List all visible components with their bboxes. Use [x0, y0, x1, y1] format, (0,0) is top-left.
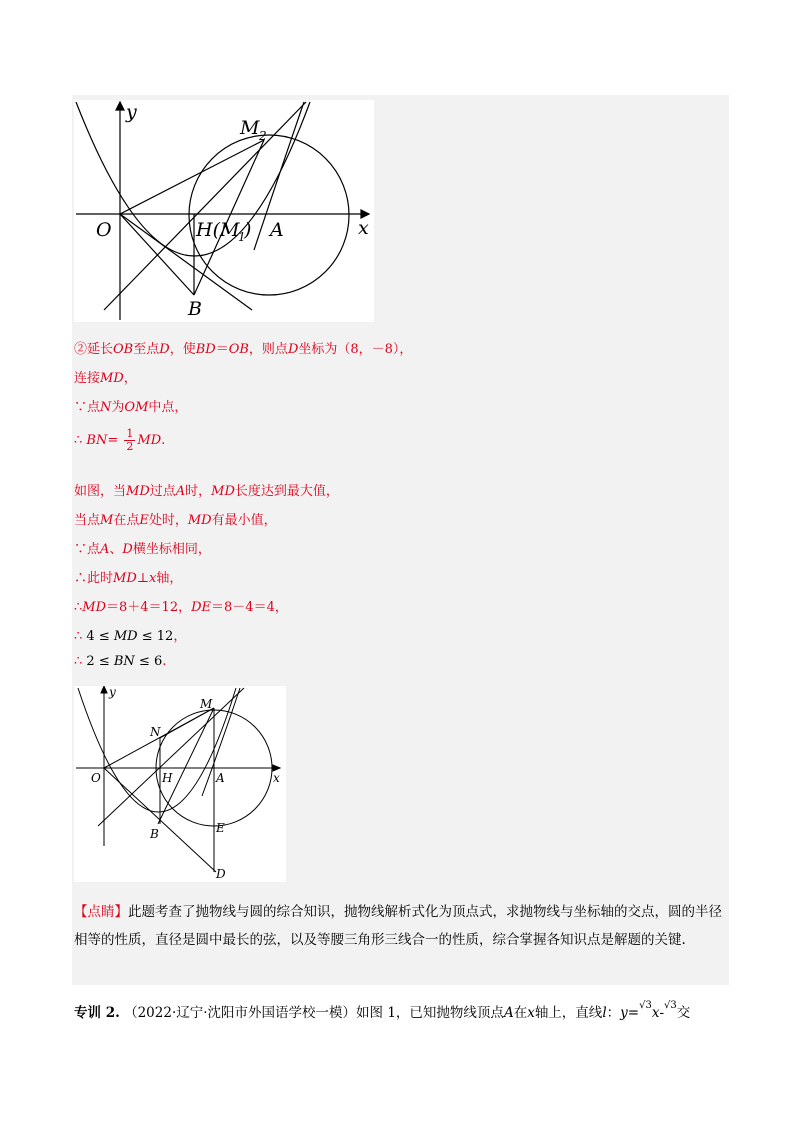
var: MD	[126, 484, 150, 499]
var: BN	[113, 654, 135, 669]
fraction-one-half	[124, 428, 135, 453]
text: ＝8－4＝4，	[211, 600, 288, 615]
var: D	[122, 542, 133, 557]
solution-line-1	[74, 338, 412, 357]
text: -	[659, 1005, 665, 1021]
solution-line-6	[74, 509, 277, 528]
var: MD	[113, 571, 137, 586]
var: MD	[211, 484, 235, 499]
label-a: A	[270, 219, 284, 241]
text: ∵点	[74, 542, 101, 557]
var: A	[100, 542, 110, 557]
figure-1	[74, 100, 374, 322]
y-axis-arrow	[116, 102, 124, 110]
text: 至点	[133, 342, 160, 357]
sqrt-3: √3	[639, 1000, 652, 1011]
text: ∴	[74, 654, 83, 669]
var: x	[148, 571, 157, 586]
label-y: y	[126, 101, 137, 123]
solution-line-11	[74, 654, 166, 669]
next-problem	[74, 1001, 690, 1021]
comment-paragraph	[74, 898, 726, 954]
text: 横坐标相同，	[132, 542, 211, 557]
var: D	[159, 342, 170, 357]
parabola-1	[78, 688, 236, 812]
circle	[189, 135, 349, 295]
text: 中点，	[148, 400, 188, 415]
label-a: A	[216, 771, 225, 785]
text: ＝8＋4＝12，	[106, 600, 192, 615]
text: ∴此时	[74, 571, 114, 586]
denominator: 2	[126, 440, 134, 453]
label-o: O	[91, 771, 101, 785]
text: ∴	[74, 433, 83, 448]
var: BD	[195, 342, 216, 357]
text: 交	[676, 1005, 691, 1021]
label-o: O	[96, 219, 112, 241]
problem-source: （2022·辽宁·沈阳市外国语学校一模）	[124, 1005, 357, 1021]
text: 当点	[74, 513, 101, 528]
label-y: y	[109, 686, 116, 699]
text: ，使	[169, 342, 196, 357]
text: 轴，	[156, 571, 183, 586]
figure-2-diagram	[74, 686, 286, 882]
var: x	[651, 1005, 660, 1021]
text: ②延长	[74, 342, 114, 357]
solution-line-4	[74, 428, 165, 453]
var: A	[175, 484, 186, 499]
figure-2	[74, 686, 286, 882]
solution-line-2	[74, 367, 137, 386]
problem-label: 专训 2.	[74, 1005, 120, 1021]
line-b-m2	[194, 140, 264, 295]
line-o-m2	[120, 140, 264, 214]
var: BN	[86, 433, 108, 448]
var: MD	[137, 433, 162, 448]
var: N	[100, 400, 112, 415]
label-h-sub: 1	[238, 230, 246, 244]
var: OB	[228, 342, 249, 357]
label-d: D	[216, 867, 226, 881]
text: 处时，	[148, 513, 188, 528]
solution-line-10	[74, 625, 186, 644]
var: MD	[100, 371, 124, 386]
text: ∴	[74, 629, 83, 644]
text: 、	[109, 542, 123, 557]
text: ∴	[74, 600, 83, 615]
line-l	[98, 688, 244, 826]
text: 在	[513, 1005, 528, 1021]
sqrt-3: √3	[664, 1000, 677, 1011]
label-m2-sub: 2	[259, 129, 267, 143]
text: 4 ≤	[86, 629, 110, 644]
label-e: E	[216, 821, 225, 835]
text: ∵点	[74, 400, 101, 415]
solution-line-5	[74, 480, 339, 499]
var: MD	[113, 629, 138, 644]
text: ≤ 6	[138, 654, 163, 669]
text: 在点	[113, 513, 140, 528]
var: D	[287, 342, 299, 357]
label-n: N	[150, 725, 161, 739]
label-b: B	[188, 298, 202, 320]
text: ：	[606, 1005, 621, 1021]
y-axis-arrow	[101, 686, 107, 693]
label-h-close: )	[244, 219, 252, 241]
text: .	[162, 654, 167, 669]
text: 连接	[74, 371, 101, 386]
text: 过点	[149, 484, 176, 499]
solution-line-7	[74, 538, 211, 557]
line-m-n	[160, 708, 214, 738]
solution-line-9	[74, 596, 288, 615]
text: =	[627, 1005, 640, 1021]
label-b: B	[150, 827, 159, 841]
solution-line-8	[74, 567, 182, 586]
text: ，	[123, 371, 137, 386]
var: OB	[113, 342, 134, 357]
text: 轴上，直线	[534, 1005, 603, 1021]
text: ＝	[215, 342, 229, 357]
var: y	[620, 1005, 628, 1021]
comment-tag: 【点睛】	[74, 904, 128, 920]
var: MD	[187, 513, 212, 528]
label-h: H(M	[196, 219, 240, 241]
text: ，	[173, 629, 187, 644]
text: .	[161, 433, 166, 448]
label-m2: M	[240, 117, 260, 139]
text: 长度达到最大值，	[234, 484, 339, 499]
text: 如图 1，已知抛物线顶点	[356, 1005, 504, 1021]
var: l	[602, 1005, 607, 1021]
text: ，则点	[248, 342, 288, 357]
label-x: x	[273, 771, 280, 785]
text: 如图，当	[74, 484, 127, 499]
text: 有最小值，	[211, 513, 277, 528]
label-h: H	[162, 771, 173, 785]
var: A	[503, 1005, 514, 1021]
text: 为	[111, 400, 125, 415]
label-x: x	[358, 217, 369, 239]
text: ⊥	[136, 571, 149, 586]
var: E	[139, 513, 149, 528]
var: OM	[124, 400, 149, 415]
numerator: 1	[126, 427, 134, 440]
var: x	[527, 1005, 535, 1021]
text: =	[107, 433, 119, 448]
comment-text: 此题考查了抛物线与圆的综合知识，抛物线解析式化为顶点式，求抛物线与坐标轴的交点，圆的半径相等的性质，直径是圆中最长的弦，以及等腰三角形三线合一的性质，综合掌握各知识点是解题的关键.	[74, 904, 722, 948]
var: MD	[82, 600, 107, 615]
text: 坐标为（8，－8），	[298, 342, 413, 357]
text: 2 ≤	[86, 654, 110, 669]
var: M	[100, 513, 114, 528]
label-m: M	[200, 697, 213, 711]
text: 时，	[185, 484, 212, 499]
var: DE	[191, 600, 212, 615]
figure-1-diagram	[74, 100, 374, 322]
text: ≤ 12	[141, 629, 174, 644]
solution-line-3	[74, 396, 187, 415]
